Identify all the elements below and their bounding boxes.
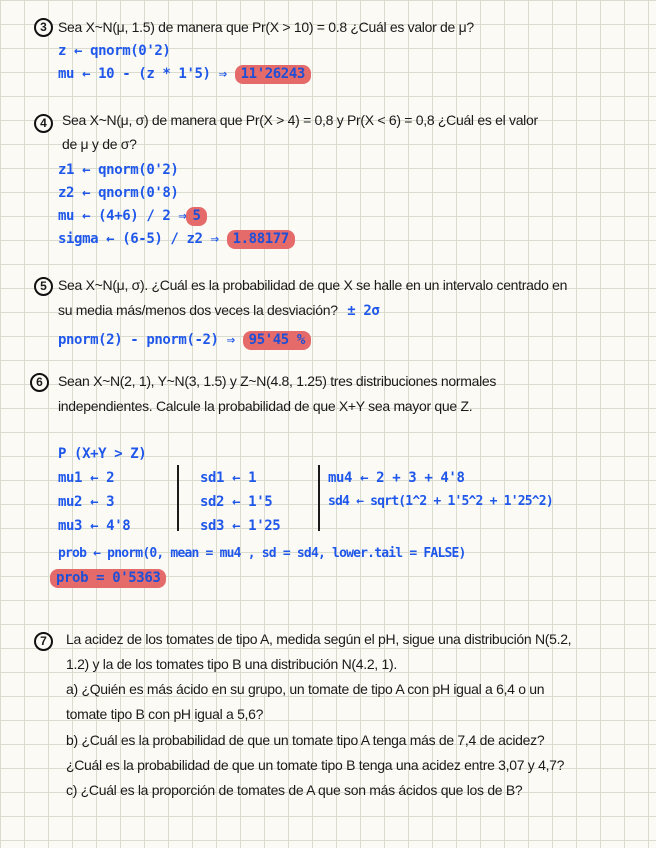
question-text: Sea X~N(μ, 1.5) de manera que Pr(X > 10) = 0.8 ¿Cuál es valor de μ?: [58, 19, 474, 35]
code-line: sd2 ← 1'5: [200, 494, 273, 510]
handwritten-note: ± 2σ: [347, 303, 380, 319]
question-text: de μ y de σ?: [62, 136, 137, 152]
answer-highlight: 5: [186, 207, 206, 226]
question-text: a) ¿Quién es más ácido en su grupo, un tomate de tipo A con pH igual a 6,4 o un: [66, 681, 545, 697]
code-line: z ← qnorm(0'2): [58, 43, 171, 59]
problem-number: 4: [34, 114, 53, 133]
question-text: b) ¿Cuál es la probabilidad de que un tomate tipo A tenga más de 7,4 de acidez?: [66, 732, 545, 748]
question-text: Sea X~N(μ, σ). ¿Cuál es la probabilidad de que X se halle en un intervalo centrado en: [58, 277, 568, 293]
code-line: [50, 567, 166, 589]
code-line: sd3 ← 1'25: [200, 518, 281, 534]
answer-highlight: prob = 0'5363: [50, 569, 166, 588]
problem-number: 3: [34, 18, 53, 37]
question-text: tomate tipo B con pH igual a 5,6?: [66, 706, 264, 722]
code-heading: P (X+Y > Z): [58, 446, 147, 462]
answer-highlight: 11'26243: [235, 65, 311, 84]
code-line: mu ← (4+6) / 2 ⇒ 5: [58, 205, 207, 227]
question-text: su media más/menos dos veces la desviación? ± 2σ: [58, 302, 380, 319]
question-text: 1.2) y la de los tomates tipo B una distribución N(4.2, 1).: [66, 656, 397, 672]
answer-highlight: 1.88177: [227, 230, 295, 249]
code-line: sd1 ← 1: [200, 470, 257, 486]
code-line: mu3 ← 4'8: [58, 518, 131, 534]
code-line: z1 ← qnorm(0'2): [58, 162, 179, 178]
answer-highlight: 95'45 %: [243, 331, 311, 350]
code-line: z2 ← qnorm(0'8): [58, 185, 179, 201]
code-line: prob ← pnorm(0, mean = mu4 , sd = sd4, lower.tail = FALSE): [58, 546, 466, 561]
divider: [177, 465, 179, 531]
code-line: sd4 ← sqrt(1^2 + 1'5^2 + 1'25^2): [328, 494, 553, 509]
question-text: Sean X~N(2, 1), Y~N(3, 1.5) y Z~N(4.8, 1.25) tres distribuciones normales: [58, 373, 497, 389]
question-text: c) ¿Cuál es la proporción de tomates de A que son más ácidos que los de B?: [66, 782, 523, 798]
code-line: sigma ← (6-5) / z2 ⇒ 1.88177: [58, 228, 295, 250]
question-text: ¿Cuál es la probabilidad de que un tomate tipo B tenga una acidez entre 3,07 y 4,7?: [66, 757, 565, 773]
code-line: mu2 ← 3: [58, 494, 115, 510]
question-text: independientes. Calcule la probabilidad de que X+Y sea mayor que Z.: [58, 398, 473, 414]
code-line: mu4 ← 2 + 3 + 4'8: [328, 470, 465, 486]
question-text: Sea X~N(μ, σ) de manera que Pr(X > 4) = 0,8 y Pr(X < 6) = 0,8 ¿Cuál es el valor: [62, 112, 538, 128]
code-line: mu ← 10 - (z * 1'5) ⇒ 11'26243: [58, 63, 311, 85]
problem-number: 7: [34, 632, 53, 651]
divider: [318, 465, 320, 531]
problem-number: 5: [34, 277, 53, 296]
problem-number: 6: [30, 373, 49, 392]
code-line: pnorm(2) - pnorm(-2) ⇒ 95'45 %: [58, 329, 311, 351]
code-line: mu1 ← 2: [58, 470, 115, 486]
question-text: La acidez de los tomates de tipo A, medida según el pH, sigue una distribución N(5.2,: [66, 631, 572, 647]
